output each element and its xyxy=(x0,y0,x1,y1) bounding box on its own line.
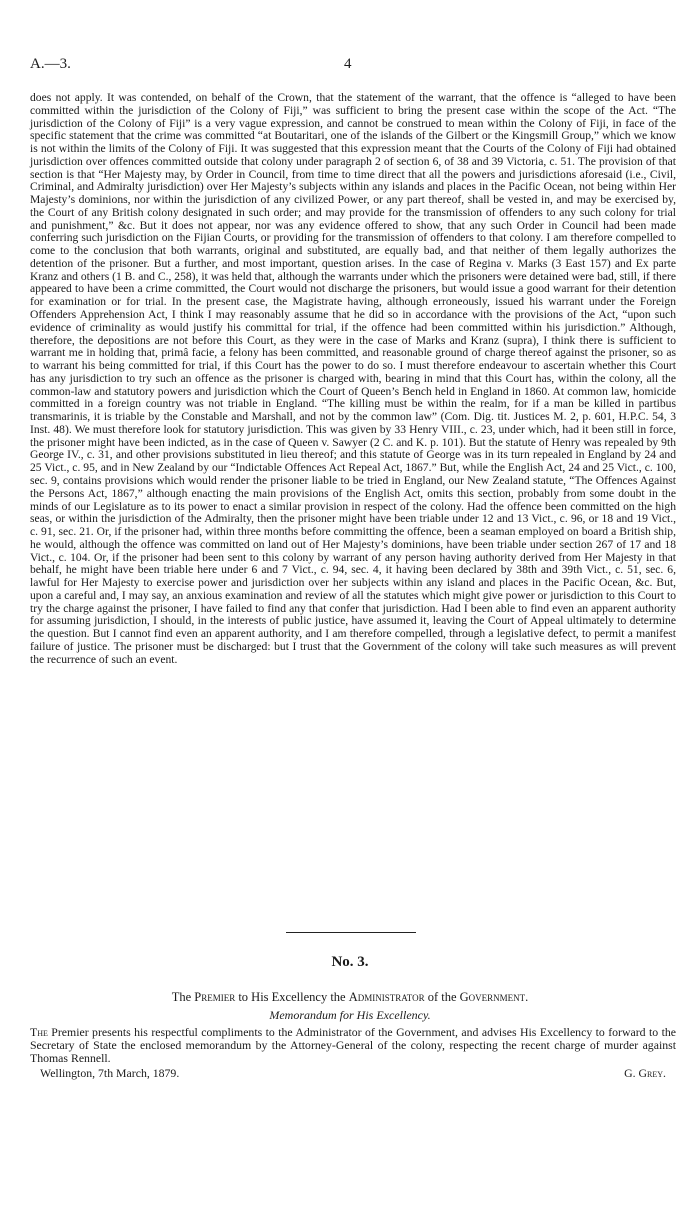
memo-paragraph xyxy=(30,1026,676,1065)
title-premier: Premier xyxy=(194,990,236,1004)
title-mid: to His Excellency the xyxy=(238,990,346,1004)
memo-body xyxy=(30,1026,676,1065)
section-divider xyxy=(286,932,416,933)
memo-signature: G. Grey. xyxy=(624,1066,666,1080)
section-title xyxy=(0,990,700,1005)
memo-text: Premier presents his respectful compliments to the Administrator of the Government, and advises His Excellency to forward to the Secretary of State the enclosed memorandum by the Attorney-General of the colony, respecting the recent charge of murder against Thomas Rennell. xyxy=(30,1025,676,1065)
memo-subtitle: Memorandum for His Excellency. xyxy=(269,1008,431,1022)
title-the: The xyxy=(171,990,192,1004)
page-header xyxy=(30,56,670,78)
title-of: of the xyxy=(427,990,457,1004)
title-administrator: Administrator xyxy=(348,990,425,1004)
document-reference: A.—3. xyxy=(30,56,71,72)
title-government: Government. xyxy=(459,990,529,1004)
judgment-text xyxy=(30,92,676,666)
memo-lead: The xyxy=(30,1025,48,1039)
section-number: No. 3. xyxy=(331,954,369,970)
judgment-paragraph: does not apply. It was contended, on behalf of the Crown, that the statement of the warrant, that the offence is “alleged to have been committed within the jurisdiction of the Colony of Fiji,” was sufficient to bring the present case within the scope of the Act. “The jurisdiction of the Colony of Fiji” is a very vague expression, and cannot be construed to mean within the Colony of Fiji, in face of the specific statement that the crime was committed “at Boutaritari, one of the islands of the Gilbert or the Kingsmill Group,” which we know is not within the limits of the Colony of Fiji. It was suggested that this expression meant that the Courts of the Colony of Fiji had obtained jurisdiction over offences committed outside that colony under paragraph 2 of section 6, of 38 and 39 Victoria, c. 51. The provision of that section is that “Her Majesty may, by Order in Council, from time to time direct that all the powers and jurisdictions aforesaid (i.e., Civil, Criminal, and Admiralty jurisdiction) over Her Majesty’s subjects within any islands and places in the Pacific Ocean, not being within Her Majesty’s dominions, nor within the jurisdiction of any civilized Power, or any part thereof, shall be vested in, and may be exercised by, the Court of any British colony designated in such order; and may provide for the transmission of offenders to any such colony for trial and punishment,” &c. But it does not appear, nor was any evidence offered to show, that any such Order in Council had been made conferring such jurisdiction on the Fijian Courts, or providing for the transmission of offenders to that colony. I am therefore compelled to come to the conclusion that both warrants, original and substituted, are equally bad, and that neither of them legally authorizes the detention of the prisoner. But a further, and most important, question arises. In the case of Regina v. Marks (3 East 157) and Ex parte Kranz and others (1 B. and C., 258), it was held that, although the warrants under which the prisoners were detained were bad, still, if there appeared to have been a crime committed, the Court would not discharge the prisoners, but would issue a good warrant for their detention for examination or for trial. In the present case, the Magistrate having, although erroneously, issued his warrant under the Foreign Offenders Apprehension Act, I think I may reasonably assume that he did so in accordance with the provisions of the Act, “upon such evidence of criminality as would justify his committal for trial, if the offence had been committed within his jurisdiction.” Although, therefore, the depositions are not before this Court, as they were in the case of Marks and Kranz (supra), I think there is sufficient to warrant me in holding that, primâ facie, a felony has been committed, and reasonable ground of charge thereof against the prisoner, so as to warrant his being committed for trial, if this Court has the power to do so. I must therefore endeavour to ascertain whether this Court has any jurisdiction to try such an offence as the prisoner is charged with, bearing in mind that this Court has, within the colony, all the common-law and statutory powers and jurisdiction which the Court of Queen’s Bench held in England in 1860. At common law, homicide committed in a foreign country was not triable in England. “The killing must be within the realm, for if a man be killed in partibus transmarinis, it is triable by the Constable and Marshall, and not by the common law” (Com. Dig. tit. Justices M. 2, p. 601, H.P.C. 54, 3 Inst. 48). We must therefore look for statutory jurisdiction. This was given by 33 Henry VIII., c. 23, under which, had it been still in force, the prisoner might have been indicted, as in the case of Queen v. Sawyer (2 C. and K. p. 101). But the statute of Henry was repealed by 9th George IV., c. 31, and other provisions substituted in lieu thereof; and this statute of George was in its turn repealed in England by 24 and 25 Vict., c. 95, and in New Zealand by our “Indictable Offences Act Repeal Act, 1867.” But, while the English Act, 24 and 25 Vict., c. 100, sec. 9, contains provisions which would render the prisoner liable to be tried in England, our New Zealand statute, “The Offences Against the Persons Act, 1867,” although enacting the main provisions of the English Act, omits this section, probably from some doubt in the minds of our Legislature as to its power to enact a similar provision in respect of the colony. Had the offence been committed on the high seas, or within the jurisdiction of the Admiralty, then the prisoner might have been triable under 12 and 13 Vict., c. 96, or 18 and 19 Vict., c. 91, sec. 21. Or, if the prisoner had, within three months before committing the offence, been a seaman employed on board a British ship, he would, although the offence was committed on land out of Her Majesty’s dominions, have been triable under section 267 of 17 and 18 Vict., c. 104. Or, if the prisoner had been sent to this colony by warrant of any person having authority derived from Her Majesty in that behalf, he might have been triable here under 6 and 7 Vict., c. 94, sec. 4, it having been declared by 38th and 39th Vict., c. 51, sec. 6, lawful for Her Majesty to exercise power and jurisdiction over her subjects within any island and places in the Pacific Ocean, &c. But, upon a careful and, I may say, an anxious examination and review of all the statutes which might give power or jurisdiction to this Court to try the charge against the prisoner, I have failed to find any that confer that jurisdiction. Had I been able to find even an apparent authority for assuming jurisdiction, I should, in the interests of public justice, have assumed it, leaving the Court of Appeal ultimately to determine the question. But I cannot find even an apparent authority, and I am therefore compelled, through a legislative defect, to permit a manifest failure of justice. The prisoner must be discharged: but I trust that the Government of the colony will take such measures as will prevent the recurrence of such an event. xyxy=(30,91,676,666)
memo-date: Wellington, 7th March, 1879. xyxy=(40,1066,180,1080)
page-number: 4 xyxy=(344,56,352,72)
